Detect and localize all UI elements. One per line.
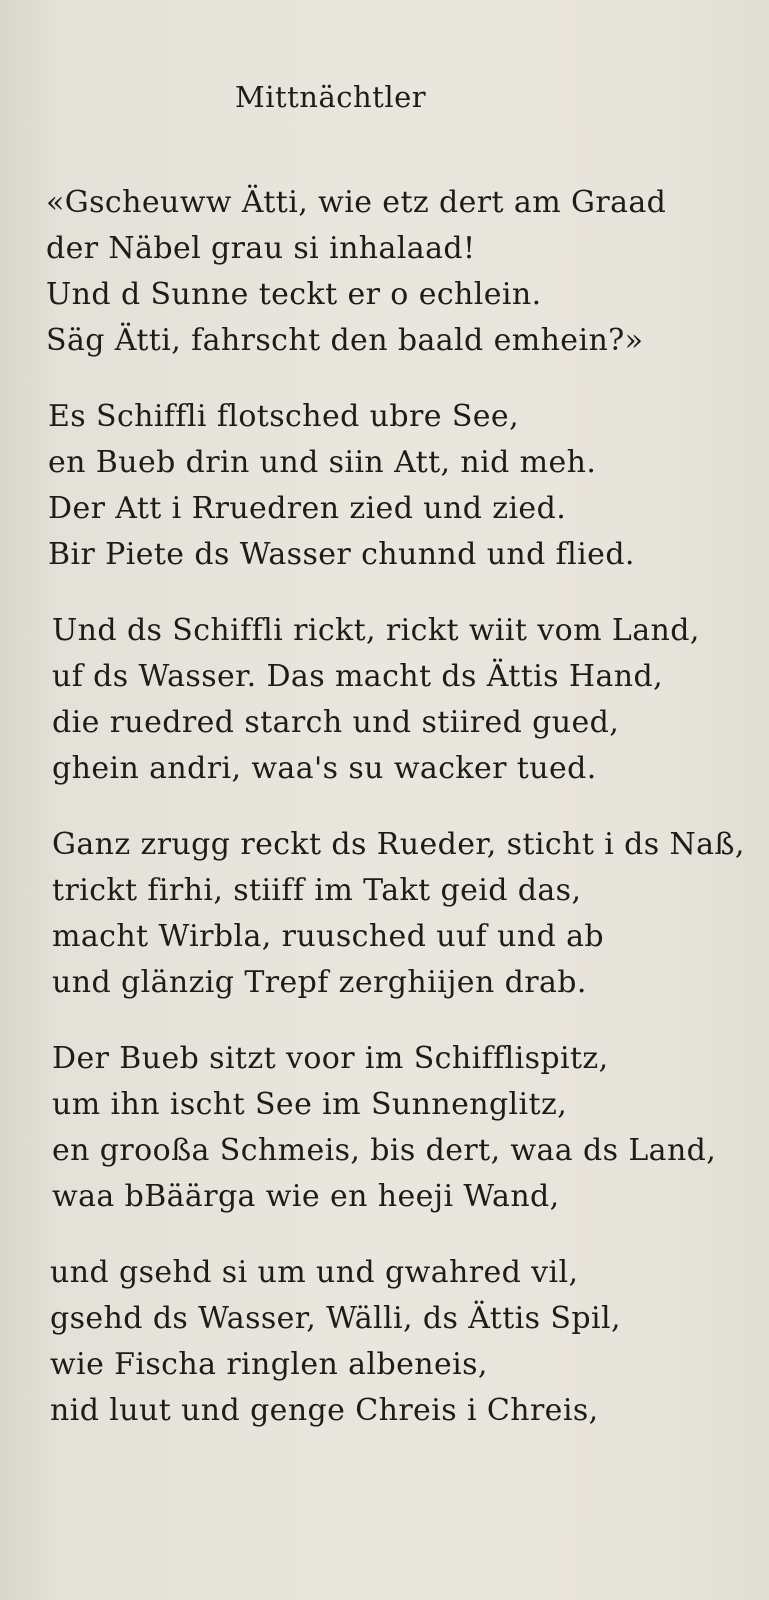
poem-line: Bir Piete ds Wasser chunnd und flied. [48, 537, 635, 572]
stanza [48, 394, 761, 578]
stanza [50, 1250, 761, 1434]
poem-line: en Bueb drin und siin Att, nid meh. [48, 445, 597, 480]
poem-line: gsehd ds Wasser, Wälli, ds Ättis Spil, [50, 1301, 621, 1336]
poem-line: ghein andri, waa's su wacker tued. [52, 751, 597, 786]
poem-body [46, 180, 761, 1464]
poem-line: macht Wirbla, ruusched uuf und ab [52, 919, 604, 954]
poem-line: waa bBäärga wie en heeji Wand, [52, 1179, 560, 1214]
poem-line: en grooßa Schmeis, bis dert, waa ds Land, [52, 1133, 717, 1168]
poem-line: «Gscheuww Ätti, wie etz dert am Graad [46, 185, 667, 220]
poem-line: wie Fischa ringlen albeneis, [50, 1347, 488, 1382]
poem-line: und gsehd si um und gwahred vil, [50, 1255, 579, 1290]
poem-title: Mittnächtler [235, 80, 427, 114]
poem-line: Und d Sunne teckt er o echlein. [46, 277, 542, 312]
poem-line: und glänzig Trepf zerghiijen drab. [52, 965, 587, 1000]
poem-line: Und ds Schiffli rickt, rickt wiit vom Land, [52, 613, 700, 648]
stanza [52, 1036, 761, 1220]
poem-line: nid luut und genge Chreis i Chreis, [50, 1393, 599, 1428]
poem-line: uf ds Wasser. Das macht ds Ättis Hand, [52, 659, 664, 694]
stanza [52, 608, 761, 792]
poem-line: die ruedred starch und stiired gued, [52, 705, 620, 740]
poem-line: Der Att i Rruedren zied und zied. [48, 491, 567, 526]
poem-line: der Näbel grau si inhalaad! [46, 231, 476, 266]
poem-line: Es Schiffli flotsched ubre See, [48, 399, 520, 434]
poem-line: Säg Ätti, fahrscht den baald emhein?» [46, 323, 644, 358]
poem-line: trickt firhi, stiiff im Takt geid das, [52, 873, 582, 908]
poem-line: um ihn ischt See im Sunnenglitz, [52, 1087, 568, 1122]
stanza [52, 822, 761, 1006]
stanza [46, 180, 761, 364]
poem-line: Der Bueb sitzt voor im Schifflispitz, [52, 1041, 609, 1076]
poem-line: Ganz zrugg reckt ds Rueder, sticht i ds Naß, [52, 827, 745, 862]
